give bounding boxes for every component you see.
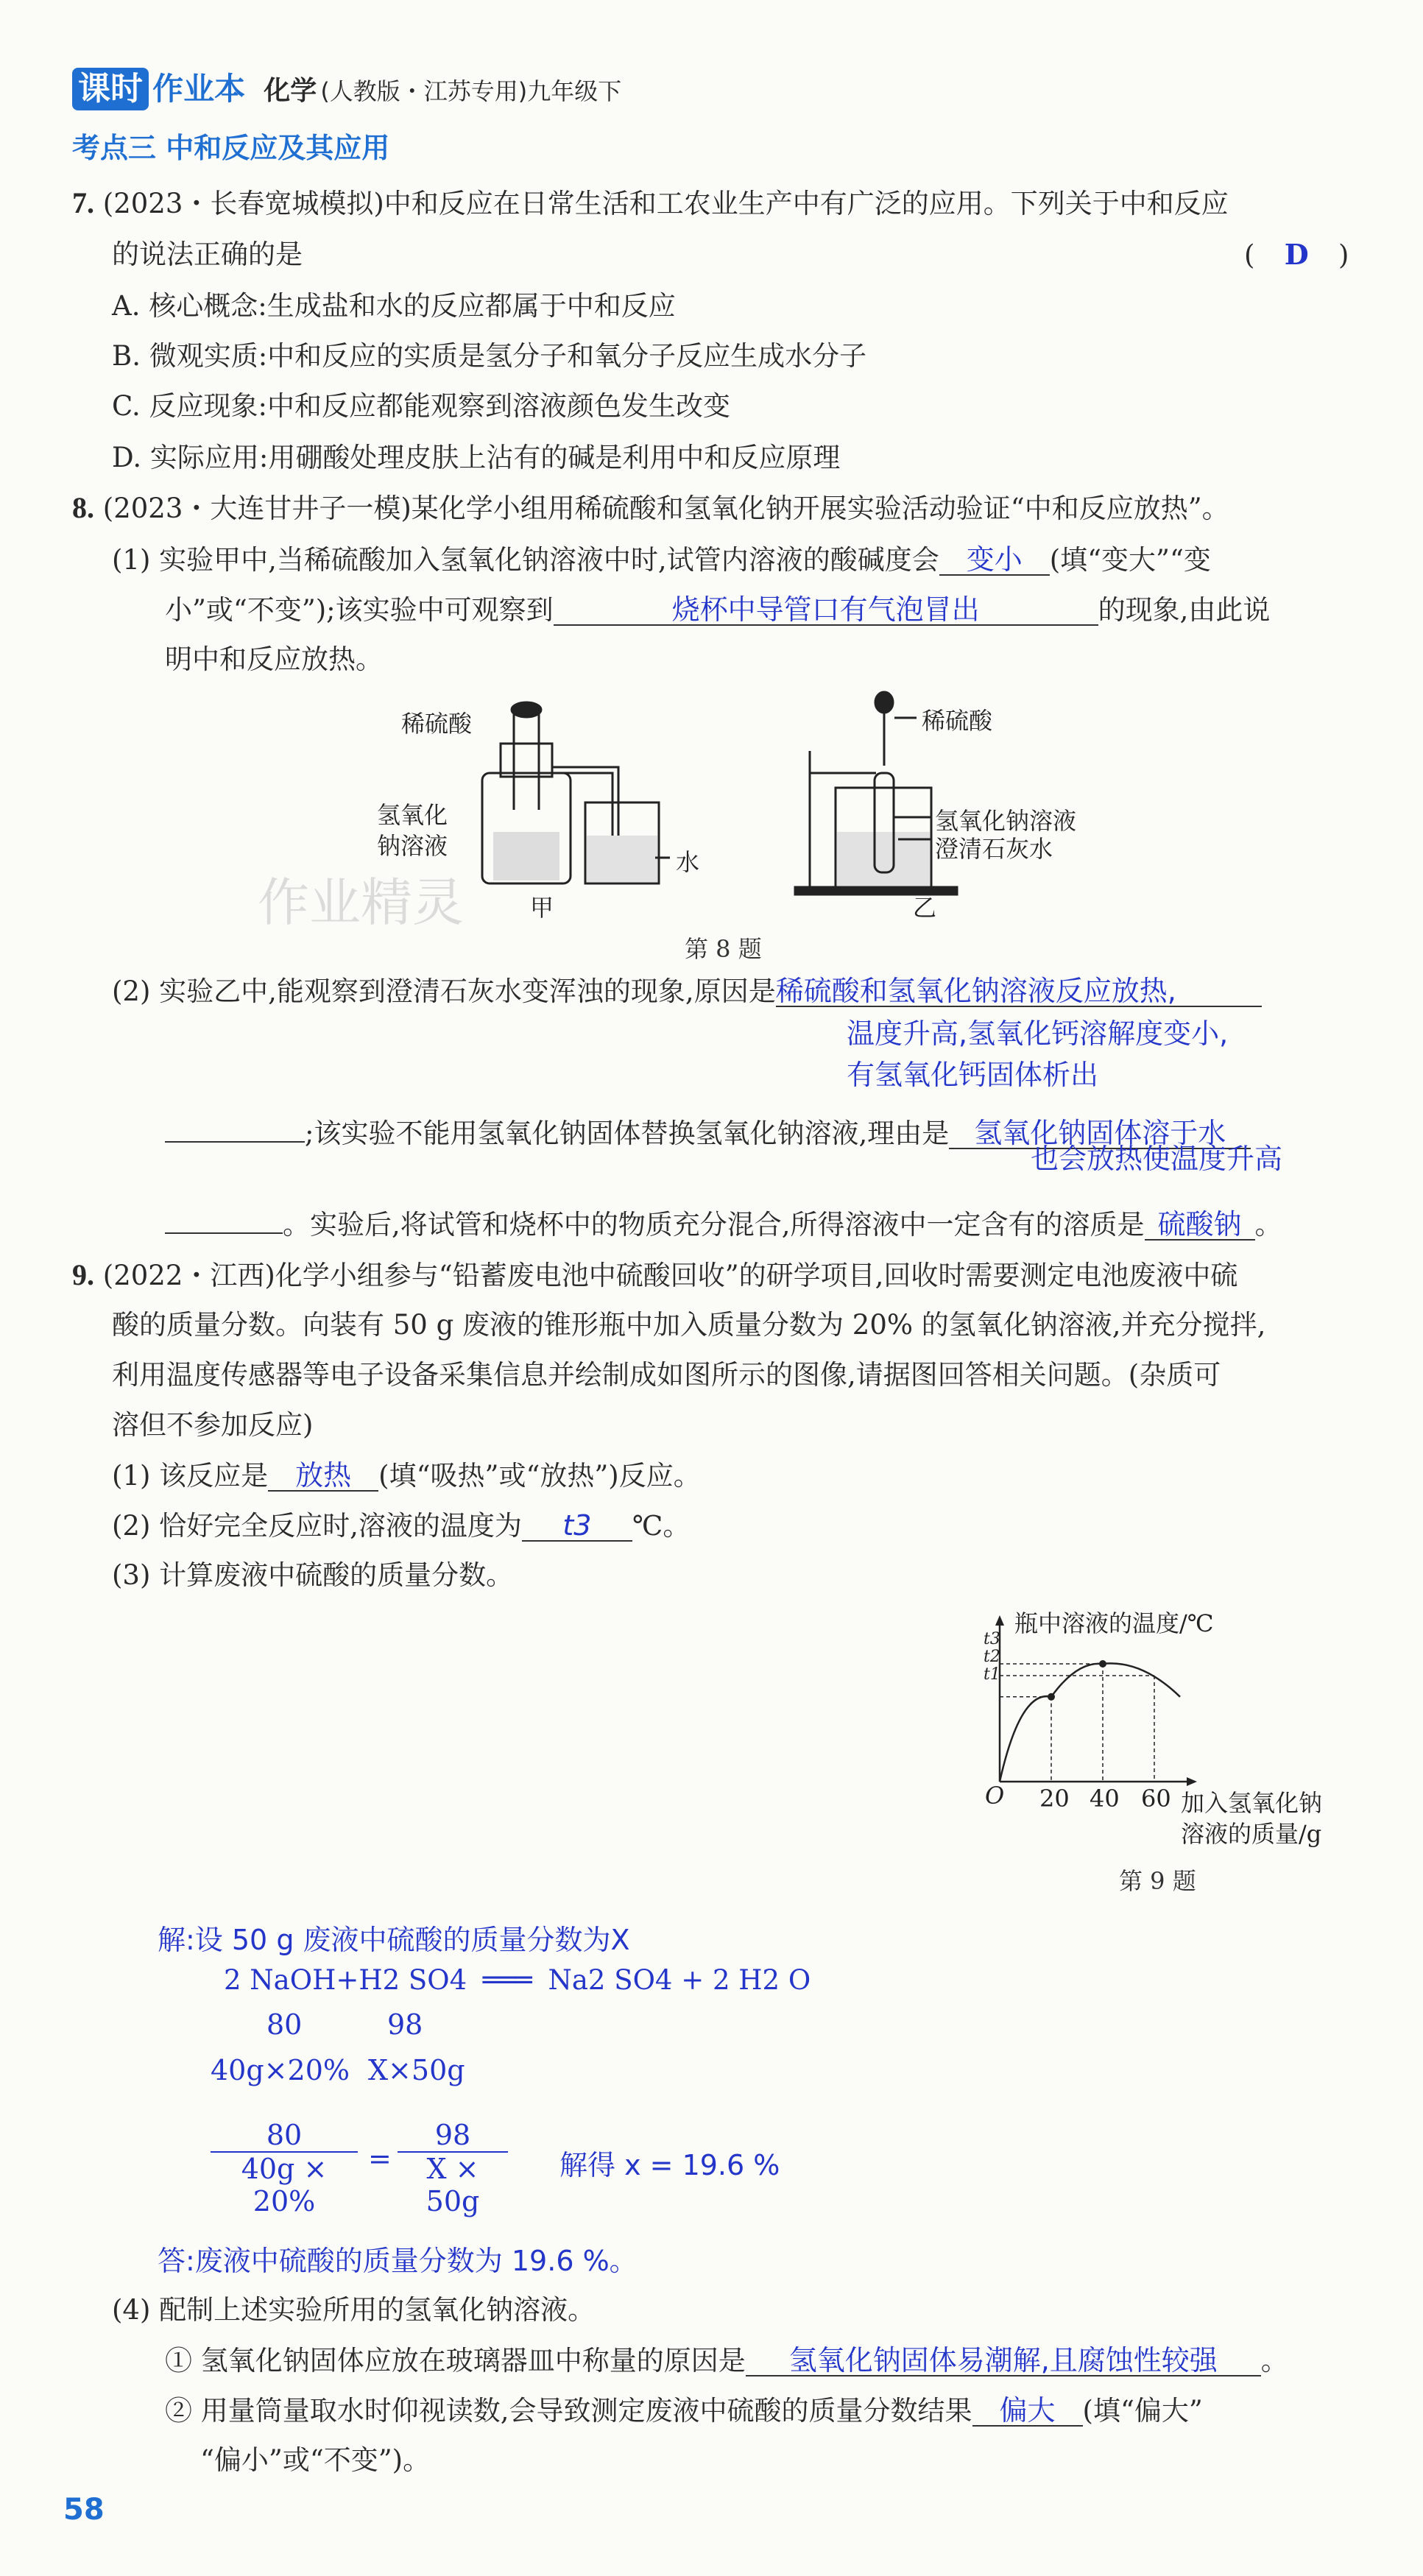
chart-origin: O [985, 1782, 1005, 1810]
q7-number: 7. [72, 186, 94, 219]
label-naoh-yi: 氢氧化钠溶液 [935, 807, 1077, 835]
apparatus-jia [482, 702, 670, 883]
q9-p4-2-answer: 偏大 [999, 2394, 1056, 2427]
fraction-equals: = [368, 2142, 392, 2175]
fraction-1-denominator: 40g × 20% [241, 2153, 328, 2217]
fraction-2-numerator: 98 [398, 2119, 508, 2153]
header-subject: 化学 [264, 76, 317, 106]
chart-y-tick-t2: t2 [984, 1648, 1000, 1666]
solution-equation [224, 1964, 811, 1996]
chart-x-label-1: 加入氢氧化钠 [1181, 1789, 1323, 1817]
jia-dropper-bulb [512, 702, 541, 717]
molar-mass-h2so4: 98 [387, 2008, 423, 2041]
fraction-2 [398, 2119, 508, 2217]
chart-series-line [1000, 1663, 1180, 1782]
jia-stopper [501, 744, 552, 777]
watermark: 作业精灵 [258, 872, 464, 933]
q7-stem-line2: 的说法正确的是 [112, 239, 303, 270]
q8-figure-caption: 第 8 题 [685, 935, 762, 963]
q9-p3: (3) 计算废液中硫酸的质量分数。 [112, 1559, 514, 1591]
q8-p1-line2: 小”或“不变”);该实验中可观察到 烧杯中导管口有气泡冒出 的现象,由此说 [165, 593, 1271, 626]
q8-p2-answer3: 硫酸钠 [1157, 1208, 1242, 1241]
q7-answer: D [1284, 238, 1309, 271]
q9-p2: (2) 恰好完全反应时,溶液的温度为 t3 ℃。 [112, 1509, 691, 1542]
chart-y-tick-t1: t1 [984, 1665, 1000, 1684]
chart-x-tick-20: 20 [1039, 1785, 1070, 1813]
q8-p2-answer1-l2: 温度升高,氢氧化钙溶解度变小, [847, 1017, 1229, 1050]
label-acid-yi: 稀硫酸 [922, 707, 993, 735]
q8-p2-line3: 。实验后,将试管和烧杯中的物质充分混合,所得溶液中一定含有的溶质是 硫酸钠 。 [165, 1200, 1282, 1243]
q9-p1-blank[interactable] [268, 1458, 378, 1492]
mass-naoh: 40g×20% [211, 2054, 350, 2086]
chart-x-label-2: 溶液的质量/g [1181, 1820, 1322, 1848]
q9-p1-answer: 放热 [295, 1459, 352, 1492]
q7-stem-1: (2023・长春宽城模拟)中和反应在日常生活和工农业生产中有广泛的应用。下列关于中和反应 [102, 188, 1229, 219]
q8-p2-blank3[interactable] [1145, 1207, 1255, 1241]
q8-p1-line1: (1) 实验甲中,当稀硫酸加入氢氧化钠溶液中时,试管内溶液的酸碱度会 变小 (填“变大”“变 [112, 543, 1211, 576]
q8-p1-blank1[interactable] [939, 542, 1050, 576]
logo-text: 作业本 [152, 71, 246, 107]
fraction-2-denominator: X × 50g [426, 2153, 480, 2217]
equation-right: Na2 SO4 + 2 H2 O [548, 1964, 811, 1996]
q9-figure-caption: 第 9 题 [1119, 1867, 1196, 1895]
q8-p2-blank2-end[interactable] [165, 1200, 283, 1234]
q8-p1-answer2: 烧杯中导管口有气泡冒出 [671, 593, 980, 626]
jia-water [587, 836, 657, 882]
label-limewater: 澄清石灰水 [935, 835, 1053, 863]
q8-p1-blank2[interactable] [554, 592, 1098, 626]
page-number: 58 [63, 2493, 105, 2527]
q9-p4-2-blank[interactable] [972, 2393, 1083, 2427]
q9-stem-line4: 溶但不参加反应) [112, 1409, 314, 1441]
label-yi: 乙 [913, 894, 937, 922]
label-naoh-jia-1: 氢氧化 [377, 801, 448, 829]
q8-number: 8. [72, 491, 94, 524]
q8-stem [72, 490, 1229, 526]
q8-p2-blank1-l1[interactable] [776, 973, 1262, 1007]
header [72, 65, 621, 110]
header-edition: (人教版・江苏专用)九年级下 [320, 77, 622, 105]
q9-p4: (4) 配制上述实验所用的氢氧化钠溶液。 [112, 2294, 596, 2326]
solution-result: 解得 x = 19.6 % [559, 2149, 780, 2181]
q7-option-a: A. 核心概念:生成盐和水的反应都属于中和反应 [112, 290, 676, 322]
logo-mark: 课时 [72, 68, 149, 110]
q9-p1: (1) 该反应是 放热 (填“吸热”或“放热”)反应。 [112, 1459, 701, 1492]
chart-title: 瓶中溶液的温度/℃ [1014, 1609, 1214, 1637]
q9-stem-line2: 酸的质量分数。向装有 50 g 废液的锥形瓶中加入质量分数为 20% 的氢氧化钠溶液,并充分搅拌, [112, 1309, 1266, 1341]
chart-point-20 [1048, 1693, 1055, 1701]
q8-p2-answer1-l1: 稀硫酸和氢氧化钠溶液反应放热, [775, 975, 1176, 1007]
label-acid-jia: 稀硫酸 [401, 710, 473, 738]
fraction-1-numerator: 80 [211, 2119, 358, 2153]
q8-p2-answer2-l1: 氢氧化钠固体溶于水 [974, 1117, 1226, 1149]
q9-stem-line3: 利用温度传感器等电子设备采集信息并绘制成如图所示的图像,请据图回答相关问题。(杂质可 [112, 1359, 1221, 1391]
label-water: 水 [676, 848, 700, 876]
q9-number: 9. [72, 1258, 94, 1291]
molar-mass-naoh: 80 [266, 2008, 303, 2041]
chart-x-tick-60: 60 [1141, 1785, 1171, 1813]
jia-solution [493, 832, 559, 881]
fraction-1 [211, 2119, 358, 2217]
solution-answer: 答:废液中硫酸的质量分数为 19.6 %。 [158, 2245, 638, 2277]
chart-point-40 [1099, 1660, 1106, 1668]
q7-option-c: C. 反应现象:中和反应都能观察到溶液颜色发生改变 [112, 390, 730, 422]
q9-p4-2-line2: “偏小”或“不变”)。 [200, 2444, 431, 2476]
q7-option-d: D. 实际应用:用硼酸处理皮肤上沾有的碱是利用中和反应原理 [112, 442, 841, 473]
mass-h2so4: X×50g [368, 2054, 465, 2086]
chart-y-arrow [995, 1615, 1004, 1626]
q7-option-b: B. 微观实质:中和反应的实质是氢分子和氧分子反应生成水分子 [112, 340, 867, 372]
q9-p4-1-answer: 氢氧化钠固体易潮解,且腐蚀性较强 [788, 2344, 1218, 2376]
q8-p1-line3: 明中和反应放热。 [165, 643, 383, 675]
q7-stem-line1 [72, 186, 1229, 222]
q9-p2-blank[interactable] [522, 1508, 632, 1542]
q9-p2-answer: t3 [562, 1509, 592, 1542]
q7-answer-paren: ( D ) [1244, 238, 1349, 271]
label-naoh-jia-2: 钠溶液 [377, 832, 448, 860]
solution-line1: 解:设 50 g 废液中硫酸的质量分数为X [158, 1924, 630, 1956]
q8-p1-answer1: 变小 [966, 543, 1023, 576]
equation-left: 2 NaOH+H2 SO4 [224, 1964, 467, 1996]
label-jia: 甲 [530, 894, 554, 922]
q9-p4-1-blank[interactable] [746, 2343, 1261, 2376]
chart-x-tick-40: 40 [1090, 1785, 1120, 1813]
q8-p2-line2: ;该实验不能用氢氧化钠固体替换氢氧化钠溶液,理由是 氢氧化钠固体溶于水 [165, 1109, 1251, 1151]
q8-p2-answer1-l3: 有氢氧化钙固体析出 [847, 1059, 1099, 1091]
q9-p4-2: ② 用量筒量取水时仰视读数,会导致测定废液中硫酸的质量分数结果 偏大 (填“偏大” [165, 2394, 1203, 2427]
q9-p4-1: ① 氢氧化钠固体应放在玻璃器皿中称量的原因是 氢氧化钠固体易潮解,且腐蚀性较强 。 [165, 2344, 1288, 2376]
section-title: 考点三 中和反应及其应用 [72, 132, 390, 164]
q8-p2-line1: (2) 实验乙中,能观察到澄清石灰水变浑浊的现象,原因是稀硫酸和氢氧化钠溶液反应放热, [112, 973, 1262, 1009]
q8-p2-answer2-l2: 也会放热使温度升高 [1031, 1143, 1283, 1175]
q9-stem-line1: 9. (2022・江西)化学小组参与“铅蓄废电池中硫酸回收”的研学项目,回收时需要测定电池废液中硫 [72, 1258, 1238, 1291]
q8-p2-blank1-end[interactable] [165, 1109, 305, 1143]
q8-stem-text: (2023・大连甘井子一模)某化学小组用稀硫酸和氢氧化钠开展实验活动验证“中和反应放热”。 [102, 493, 1229, 524]
equation-arrow: ═══ [482, 1964, 532, 1996]
chart-y-tick-t3: t3 [984, 1630, 1000, 1648]
